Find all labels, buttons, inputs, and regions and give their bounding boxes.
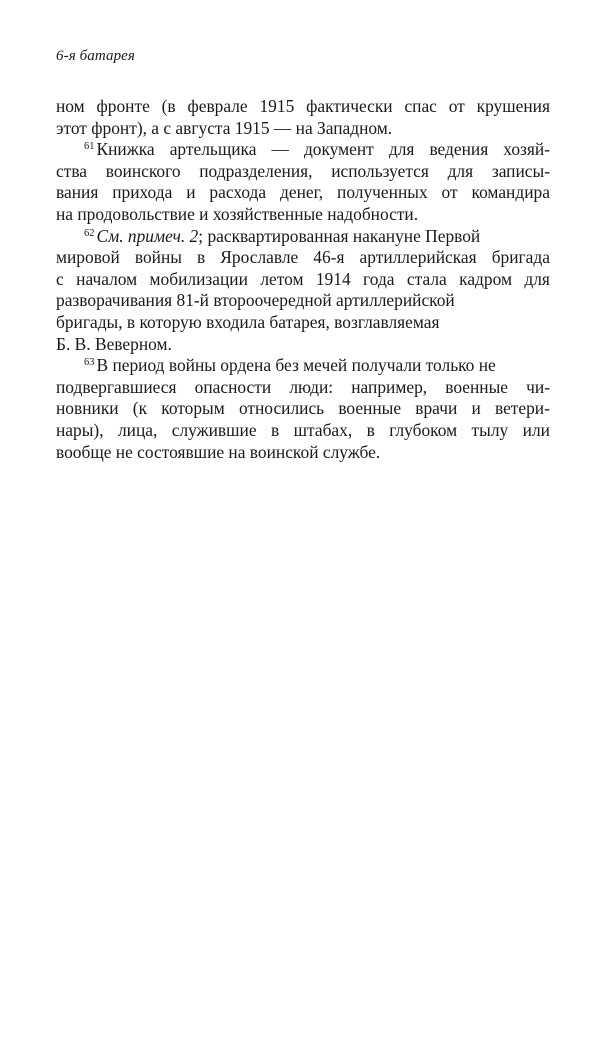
word: в: [197, 247, 206, 268]
word: вания: [56, 182, 99, 203]
word: Ярославле: [220, 247, 299, 268]
text-line: Б. В. Веверном.: [56, 333, 172, 354]
text-line: разворачивания 81-й второочередной артиллерийской: [56, 290, 455, 311]
word: 1914: [315, 268, 351, 289]
text-line: [56, 269, 550, 291]
text-line: [56, 377, 550, 399]
text-line: вообще не состоявшие на воинской службе.: [56, 441, 381, 462]
word: в: [366, 419, 375, 440]
word: хозяй-: [503, 139, 550, 160]
word: ведения: [429, 139, 489, 160]
footnote-number-63: 63: [84, 357, 95, 369]
word: ном: [56, 96, 85, 116]
word: командира: [471, 182, 550, 203]
word: для: [447, 160, 474, 181]
word: началом: [76, 268, 138, 289]
word: бригада: [491, 247, 550, 268]
footnote-number-61: 61: [84, 141, 95, 153]
footnote-number-62: 62: [84, 227, 95, 239]
word: мировой: [56, 247, 120, 268]
word: 1915: [259, 96, 295, 116]
word: подвергавшиеся: [56, 376, 177, 397]
word: артиллерийская: [359, 247, 477, 268]
word: лица,: [117, 419, 158, 440]
word: в: [271, 419, 280, 440]
text-line: этот фронт), а с августа 1915 — на Западном.: [56, 117, 393, 138]
text-line: В период войны ордена без мечей получали только не: [96, 355, 496, 376]
text-line: [56, 182, 550, 204]
word: от: [448, 96, 465, 116]
word: с: [56, 268, 64, 289]
running-head: 6-я батарея: [56, 48, 136, 64]
word: опасности: [194, 376, 272, 397]
footnote-63-line: [56, 355, 550, 377]
word: для: [388, 139, 415, 160]
text-line: [56, 96, 550, 118]
word: относились: [238, 398, 325, 419]
word: стала: [406, 268, 447, 289]
word: например,: [351, 376, 428, 397]
word: фронте: [96, 96, 150, 116]
text-line: ; расквартированная накануне Первой: [198, 225, 481, 246]
word: фактически: [306, 96, 393, 116]
word: феврале: [187, 96, 248, 116]
word: прихода: [112, 182, 173, 203]
word: воинского: [105, 160, 181, 181]
word: от: [441, 182, 458, 203]
word: 46-я: [313, 247, 345, 268]
footnotes-block: [56, 96, 550, 463]
word: используется: [331, 160, 429, 181]
word: люди:: [289, 376, 334, 397]
word: $^{61}$ Книжка: [84, 139, 155, 160]
word: крушения: [476, 96, 550, 116]
word: тылу: [471, 419, 509, 440]
word: войны: [134, 247, 182, 268]
word: —: [271, 139, 289, 160]
word: штабах,: [293, 419, 353, 440]
word: (к: [132, 398, 148, 419]
word: года: [363, 268, 395, 289]
text-line: [56, 161, 550, 183]
word: военные: [338, 398, 402, 419]
word: или: [522, 419, 550, 440]
word: которым: [161, 398, 225, 419]
text-line: [56, 247, 550, 269]
word: нары),: [56, 419, 104, 440]
word: документ: [303, 139, 374, 160]
word: и: [471, 398, 481, 419]
word: подразделения,: [199, 160, 313, 181]
word: для: [524, 268, 550, 289]
word: ветери-: [494, 398, 550, 419]
word: записы-: [491, 160, 550, 181]
word: денег,: [280, 182, 324, 203]
text-line: бригады, в которую входила батарея, возглавляемая: [56, 311, 440, 332]
word: летом: [260, 268, 304, 289]
text-line: [56, 398, 550, 420]
word: служившие: [171, 419, 257, 440]
word: кадром: [459, 268, 512, 289]
word: новники: [56, 398, 119, 419]
text-line: на продовольствие и хозяйственные надобности.: [56, 203, 419, 224]
cross-reference: См. примеч. 2: [96, 225, 199, 246]
footnote-61-line: [56, 139, 550, 161]
word: и: [186, 182, 196, 203]
text-line: [56, 420, 550, 442]
word: мобилизации: [149, 268, 248, 289]
word: артельщика: [169, 139, 257, 160]
word: ства: [56, 160, 88, 181]
word: (в: [161, 96, 176, 116]
word: военные: [445, 376, 508, 397]
word: спас: [404, 96, 437, 116]
word: глубоком: [389, 419, 458, 440]
word: расхода: [209, 182, 267, 203]
word: врачи: [415, 398, 458, 419]
word: полученных: [337, 182, 428, 203]
footnote-62-line: [56, 226, 550, 248]
word: чи-: [526, 376, 550, 397]
